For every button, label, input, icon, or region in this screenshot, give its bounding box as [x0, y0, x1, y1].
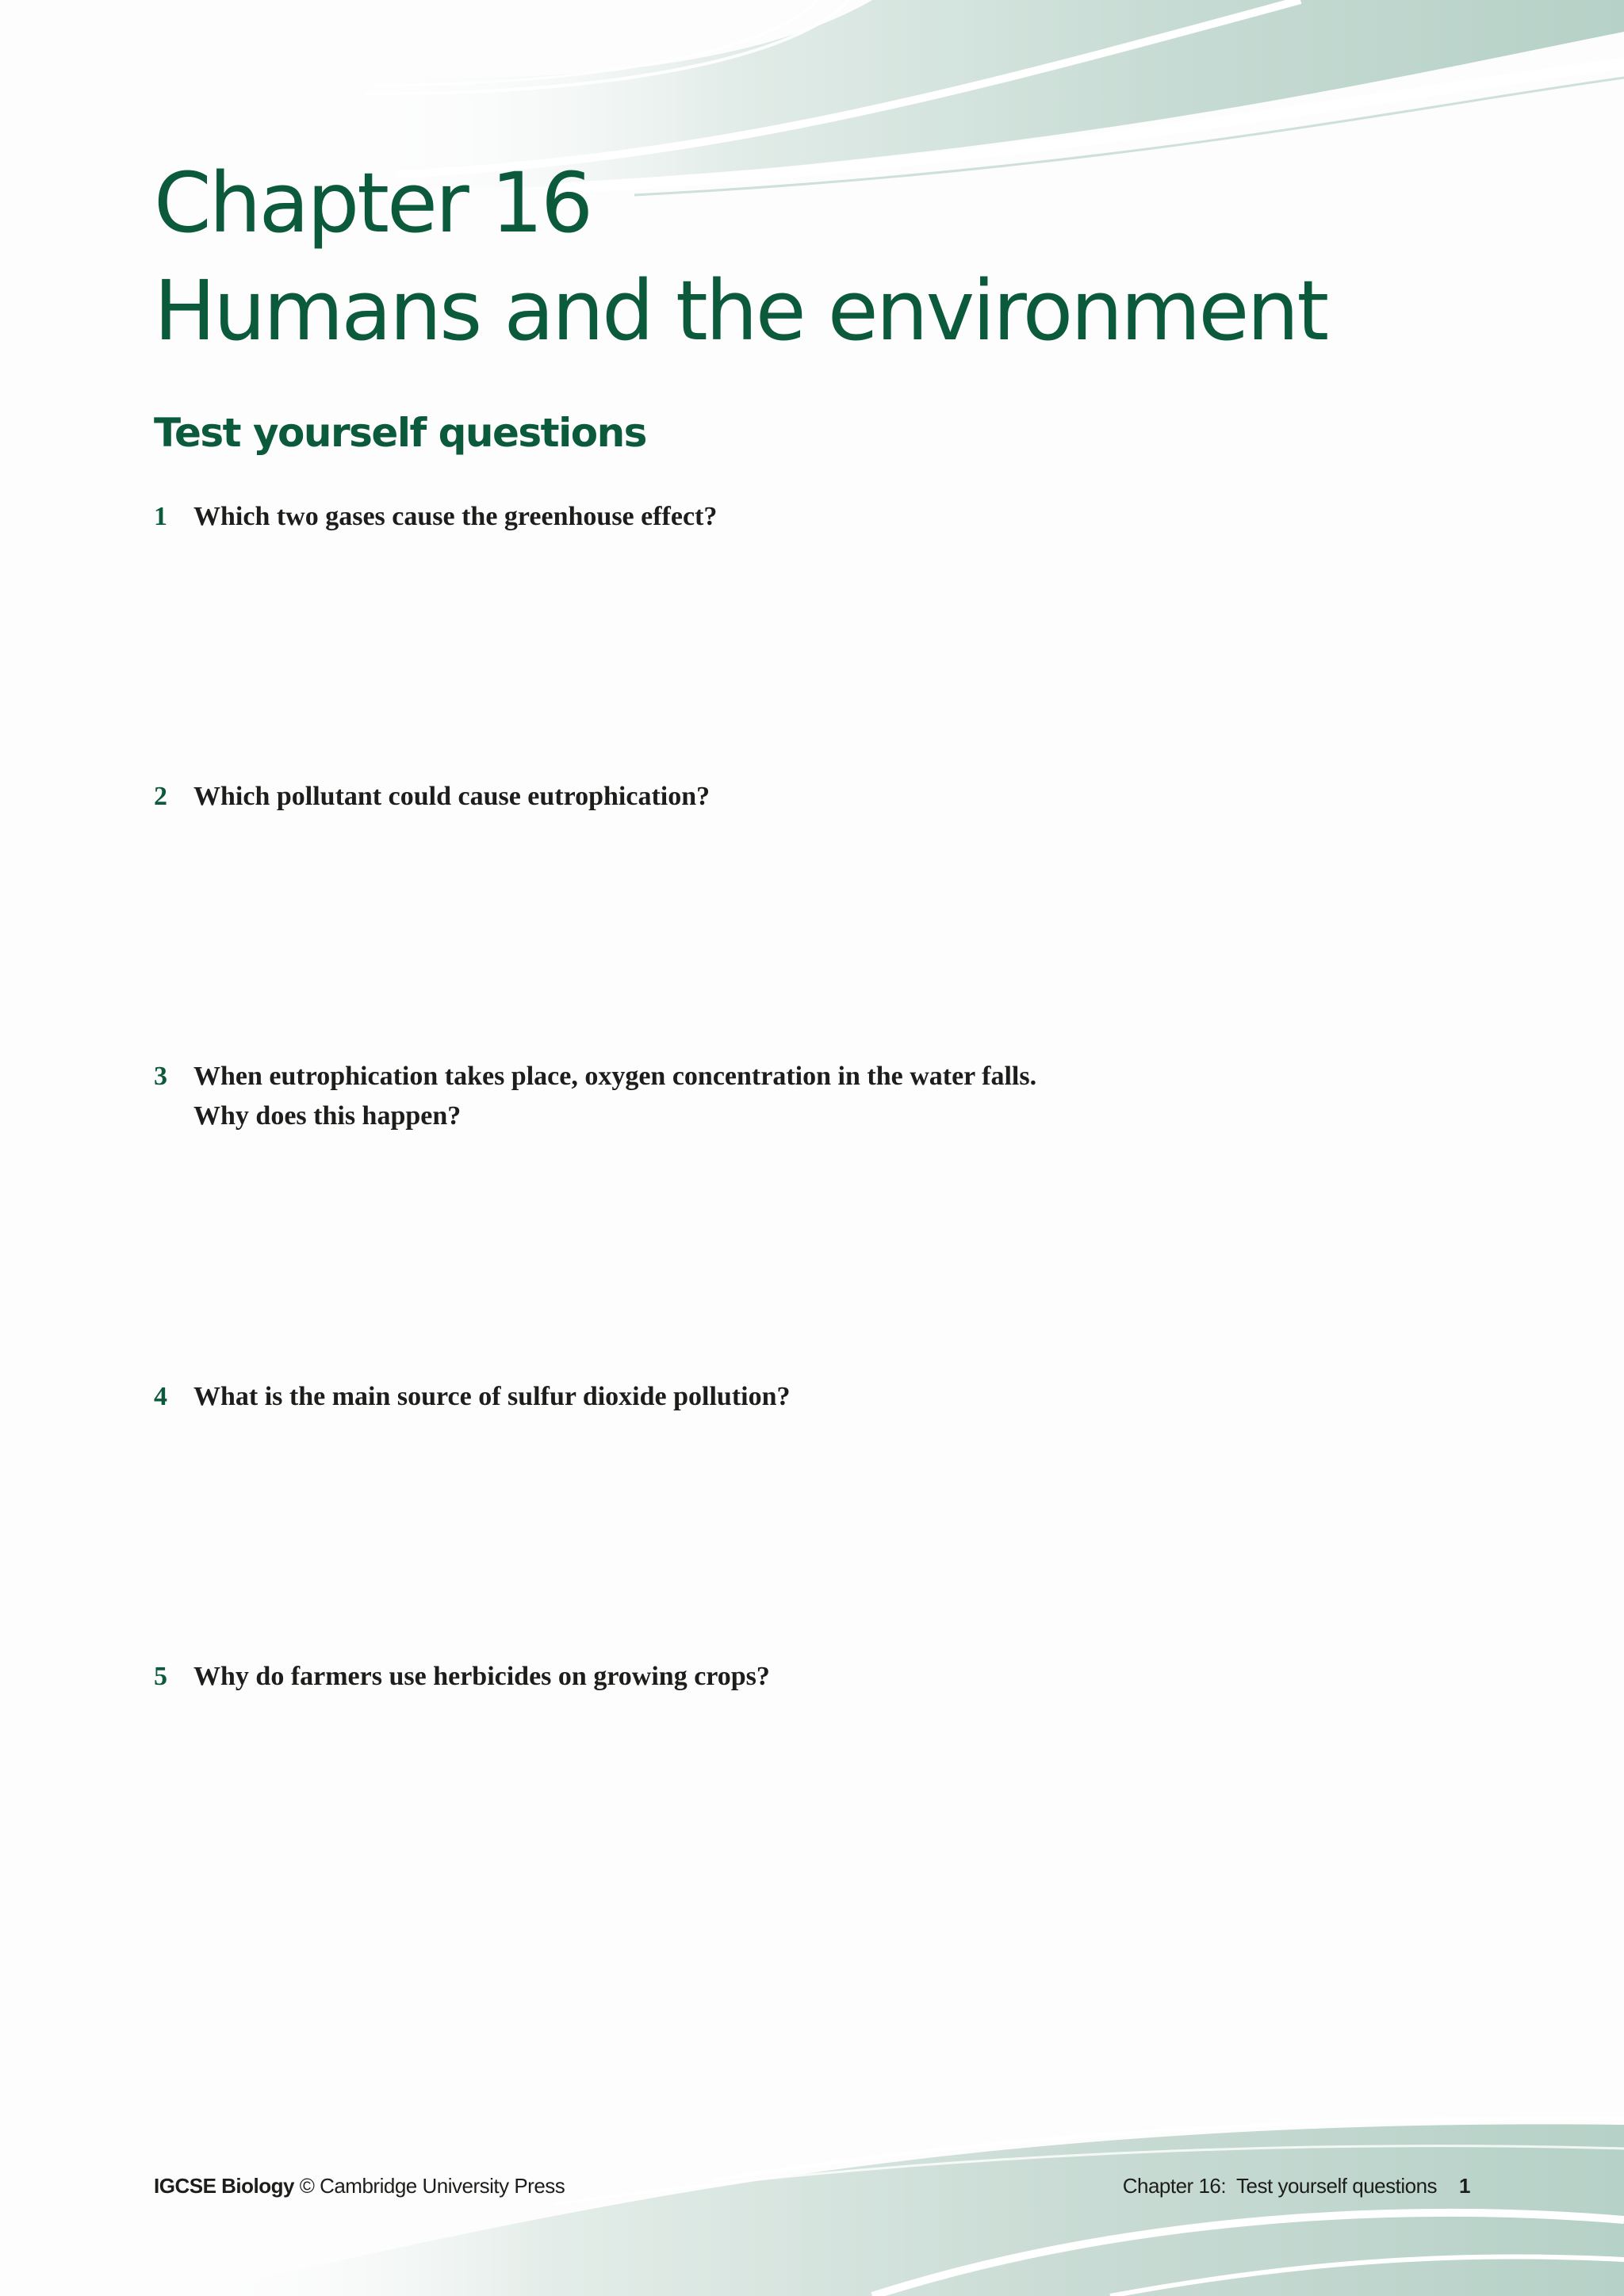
question-2 — [154, 777, 1343, 817]
chapter-number: Chapter 16 — [154, 155, 592, 251]
question-number: 4 — [154, 1382, 167, 1411]
question-text: When eutrophication takes place, oxygen concentration in the water falls. Why does this happen? — [193, 1062, 1037, 1131]
chapter-name: Humans and the environment — [154, 262, 1327, 359]
section-heading: Test yourself questions — [154, 410, 646, 456]
question-1 — [154, 497, 1343, 537]
chapter-title — [154, 149, 1327, 365]
question-text: Which pollutant could cause eutrophication? — [193, 782, 710, 811]
footer-swoosh-decoration — [0, 2101, 1624, 2296]
question-text: Which two gases cause the greenhouse effect? — [193, 502, 718, 531]
footer-brand: IGCSE Biology — [154, 2174, 294, 2198]
question-5 — [154, 1657, 1343, 1697]
question-3 — [154, 1057, 1343, 1136]
question-text: Why do farmers use herbicides on growing crops? — [193, 1662, 770, 1691]
footer-publisher: © Cambridge University Press — [293, 2174, 565, 2198]
footer-section-label: Chapter 16: Test yourself questions — [1122, 2174, 1438, 2198]
question-number: 3 — [154, 1062, 167, 1091]
footer-credit — [154, 2174, 565, 2198]
question-number: 2 — [154, 782, 167, 811]
page-number: 1 — [1459, 2174, 1470, 2198]
question-number: 5 — [154, 1662, 167, 1691]
question-number: 1 — [154, 502, 167, 531]
question-4 — [154, 1377, 1343, 1417]
footer-section — [1123, 2174, 1470, 2198]
question-text: What is the main source of sulfur dioxide pollution? — [193, 1382, 791, 1411]
